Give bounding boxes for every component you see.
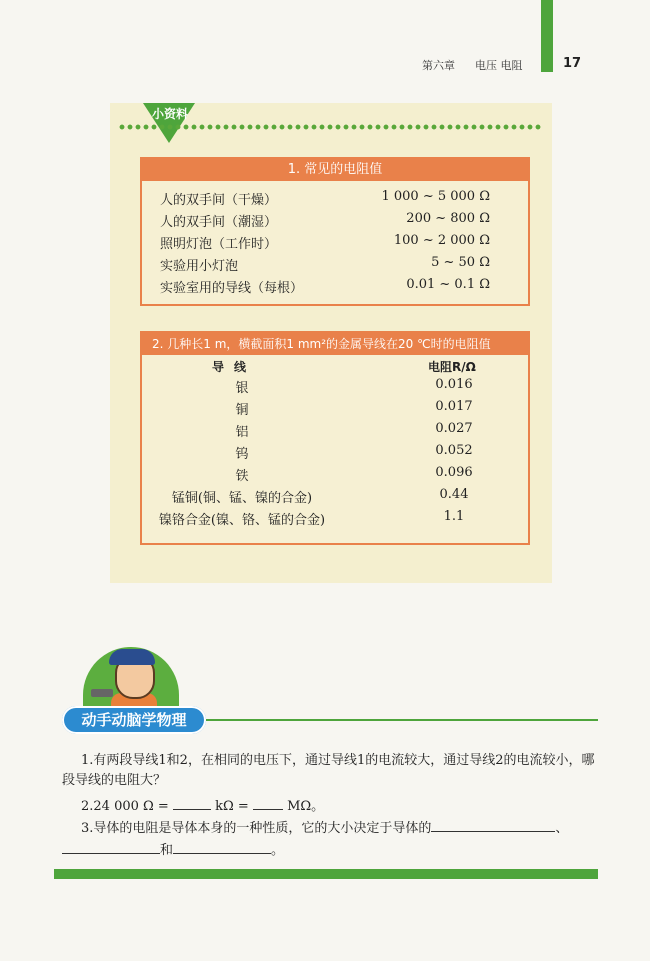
table2-header-row <box>142 355 528 375</box>
table-row <box>142 507 528 529</box>
row-value: 0.052 <box>435 443 473 458</box>
row-item: 人的双手间（干燥） <box>160 193 278 208</box>
answer-blank[interactable] <box>253 795 283 810</box>
chapter-label: 第六章 <box>422 59 455 72</box>
table-row <box>142 441 528 463</box>
table2-title: 2. 几种长1 m，横截面积1 mm²的金属导线在20 ℃时的电阻值 <box>142 333 528 355</box>
chapter-title: 电压 电阻 <box>475 59 523 72</box>
page-header <box>0 57 650 77</box>
row-item: 人的双手间（潮湿） <box>160 215 278 230</box>
row-value: 0.096 <box>435 465 473 480</box>
activity-title: 动手动脑学物理 <box>62 706 206 734</box>
row-material: 铁 <box>235 469 249 484</box>
question-3 <box>81 817 601 839</box>
common-resistance-table <box>140 157 530 306</box>
table-row <box>142 419 528 441</box>
answer-blank[interactable] <box>173 795 211 810</box>
q2-suffix: MΩ。 <box>287 799 325 814</box>
q2-prefix: 2.24 000 Ω = <box>81 799 169 814</box>
row-material: 镍铬合金(镍、铬、锰的合金) <box>158 513 326 528</box>
row-value: 200 ~ 800 Ω <box>406 211 490 226</box>
row-item: 实验用小灯泡 <box>160 259 239 274</box>
q3-end: 。 <box>271 843 285 858</box>
question-3-line-2 <box>62 839 284 861</box>
question-2 <box>81 795 324 817</box>
q3-prefix: 3.导体的电阻是导体本身的一种性质，它的大小决定于导体的 <box>81 821 432 836</box>
row-item: 实验室用的导线（每根） <box>160 281 304 296</box>
row-material: 银 <box>235 381 249 396</box>
table1-title: 1. 常见的电阻值 <box>142 159 528 181</box>
row-value: 5 ~ 50 Ω <box>431 255 490 270</box>
row-item: 照明灯泡（工作时） <box>160 237 278 252</box>
table-row <box>142 375 528 397</box>
table-row <box>142 186 528 208</box>
metal-resistance-table <box>140 331 530 545</box>
col-resistance-header: 电阻R/Ω <box>428 360 476 374</box>
bottom-accent-bar <box>54 869 598 879</box>
row-value: 0.01 ~ 0.1 Ω <box>406 277 490 292</box>
table-row <box>142 274 528 296</box>
table-row <box>142 230 528 252</box>
question-1: 1.有两段导线1和2，在相同的电压下，通过导线1的电流较大，通过导线2的电流较小，哪段导线的电阻大？ <box>62 753 595 788</box>
row-value: 0.017 <box>435 399 473 414</box>
row-value: 1 000 ~ 5 000 Ω <box>381 189 490 204</box>
dotted-divider <box>118 124 543 130</box>
row-material: 锰铜(铜、锰、镍的合金) <box>171 491 313 506</box>
answer-blank[interactable] <box>62 839 160 854</box>
row-material: 铝 <box>235 425 249 440</box>
table-row <box>142 208 528 230</box>
table-row <box>142 463 528 485</box>
col-material-header: 导线 <box>212 360 257 374</box>
row-value: 0.44 <box>439 487 469 502</box>
table-row <box>142 397 528 419</box>
answer-blank[interactable] <box>431 817 555 832</box>
q3-and: 和 <box>160 843 174 858</box>
answer-blank[interactable] <box>173 839 271 854</box>
row-value: 0.027 <box>435 421 473 436</box>
q3-sep: 、 <box>555 821 569 836</box>
q2-mid: kΩ = <box>215 799 249 814</box>
mascot-cap <box>109 649 155 665</box>
table-row <box>142 485 528 507</box>
activity-divider <box>206 719 598 721</box>
table-row <box>142 252 528 274</box>
row-material: 铜 <box>235 403 249 418</box>
info-tag: 小资料 <box>151 107 188 121</box>
row-value: 100 ~ 2 000 Ω <box>393 233 490 248</box>
row-value: 0.016 <box>435 377 473 392</box>
row-material: 钨 <box>235 447 249 462</box>
mascot-tool <box>91 689 113 697</box>
row-value: 1.1 <box>443 509 465 524</box>
page-number: 17 <box>563 56 582 71</box>
